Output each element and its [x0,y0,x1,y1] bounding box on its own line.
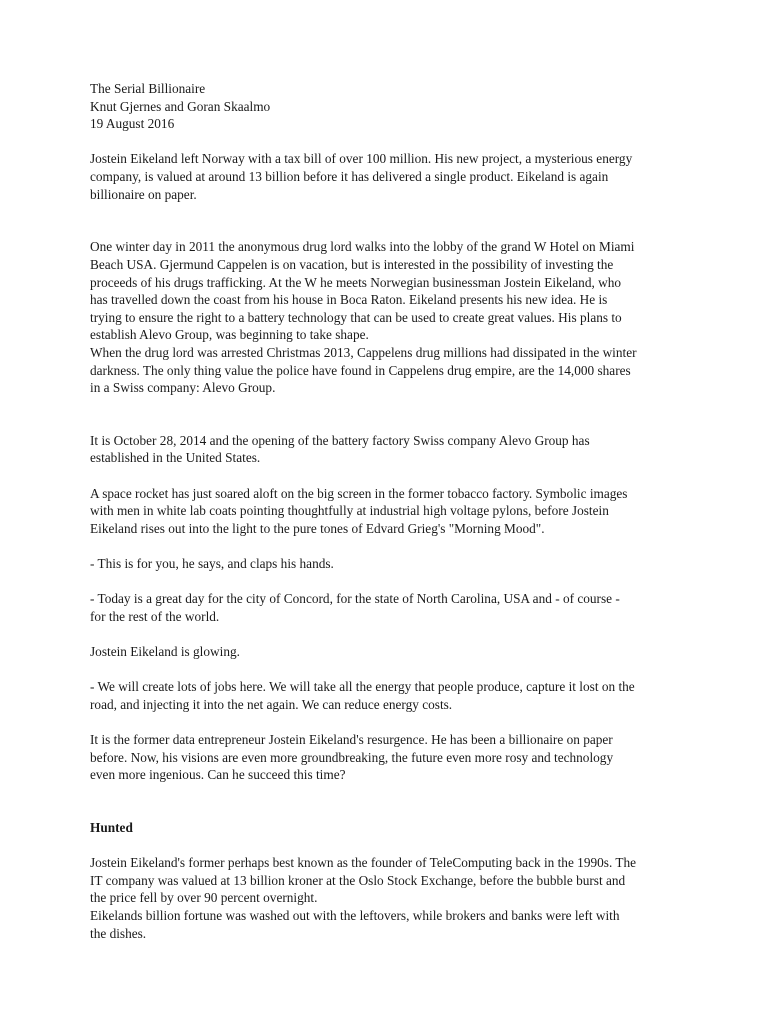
paragraph-line: road, and injecting it into the net again. We can reduce energy costs. [90,696,453,712]
paragraph-line: company, is valued at around 13 billion before it has delivered a single product. Eikeland is again [90,168,609,184]
paragraph-line: proceeds of his drugs trafficking. At the W he meets Norwegian businessman Jostein Eikeland, who [90,274,622,290]
paragraph-line: has travelled down the coast from his house in Boca Raton. Eikeland presents his new idea. He is [90,292,608,308]
paragraph-drug-lord [90,238,682,396]
section-heading: Hunted [90,819,133,835]
paragraph-intro [90,150,682,203]
paragraph-line: established in the United States. [90,450,261,466]
paragraph-line: for the rest of the world. [90,608,220,624]
paragraph-quote-jobs [90,678,682,713]
section-line: the price fell by over 90 percent overnight. [90,890,318,906]
section-line: IT company was valued at 13 billion kroner at the Oslo Stock Exchange, before the bubble burst and [90,872,626,888]
paragraph-factory-opening [90,432,682,467]
paragraph-line: - We will create lots of jobs here. We will take all the energy that people produce, capture it lost on the [90,679,635,695]
document-date: 19 August 2016 [90,116,175,132]
section-line: Eikelands billion fortune was washed out with the leftovers, while brokers and banks were left with [90,907,620,923]
paragraph-glowing [90,643,682,661]
paragraph-line: in a Swiss company: Alevo Group. [90,380,276,396]
paragraph-line: billionaire on paper. [90,186,197,202]
paragraph-line: Beach USA. Gjermund Cappelen is on vacation, but is interested in the possibility of investing the [90,256,614,272]
paragraph-line: Jostein Eikeland left Norway with a tax bill of over 100 million. His new project, a mysterious energy [90,151,633,167]
paragraph-line: It is the former data entrepreneur Jostein Eikeland's resurgence. He has been a billionaire on paper [90,731,613,747]
paragraph-line: darkness. The only thing value the police have found in Cappelens drug empire, are the 14,000 shares [90,362,631,378]
document-authors: Knut Gjernes and Goran Skaalmo [90,98,271,114]
paragraph-line: with men in white lab coats pointing thoughtfully at industrial high voltage pylons, before Jostein [90,503,609,519]
document-header [90,80,682,133]
paragraph-line: A space rocket has just soared aloft on the big screen in the former tobacco factory. Symbolic images [90,485,628,501]
paragraph-line: Eikeland rises out into the light to the pure tones of Edvard Grieg's "Morning Mood". [90,520,545,536]
section-line: Jostein Eikeland's former perhaps best known as the founder of TeleComputing back in the 1990s. The [90,855,637,871]
paragraph-line: establish Alevo Group, was beginning to take shape. [90,327,369,343]
paragraph-space-rocket [90,485,682,538]
paragraph-quote-claps [90,555,682,573]
document-page [90,80,682,942]
paragraph-quote-concord [90,590,682,625]
paragraph-resurgence [90,731,682,784]
paragraph-line: It is October 28, 2014 and the opening of the battery factory Swiss company Alevo Group has [90,432,590,448]
paragraph-line: Jostein Eikeland is glowing. [90,644,240,659]
paragraph-line: - Today is a great day for the city of Concord, for the state of North Carolina, USA and - of course - [90,591,620,607]
section-line: the dishes. [90,925,147,941]
paragraph-line: When the drug lord was arrested Christmas 2013, Cappelens drug millions had dissipated in the winter [90,344,637,360]
paragraph-line: trying to ensure the right to a battery technology that can be used to create great values. His plans to [90,309,622,325]
paragraph-line: One winter day in 2011 the anonymous drug lord walks into the lobby of the grand W Hotel on Miami [90,239,635,255]
paragraph-line: even more ingenious. Can he succeed this time? [90,767,346,783]
document-title: The Serial Billionaire [90,81,206,96]
paragraph-line: - This is for you, he says, and claps his hands. [90,556,334,572]
section-hunted [90,819,682,942]
paragraph-line: before. Now, his visions are even more groundbreaking, the future even more rosy and technology [90,749,614,765]
